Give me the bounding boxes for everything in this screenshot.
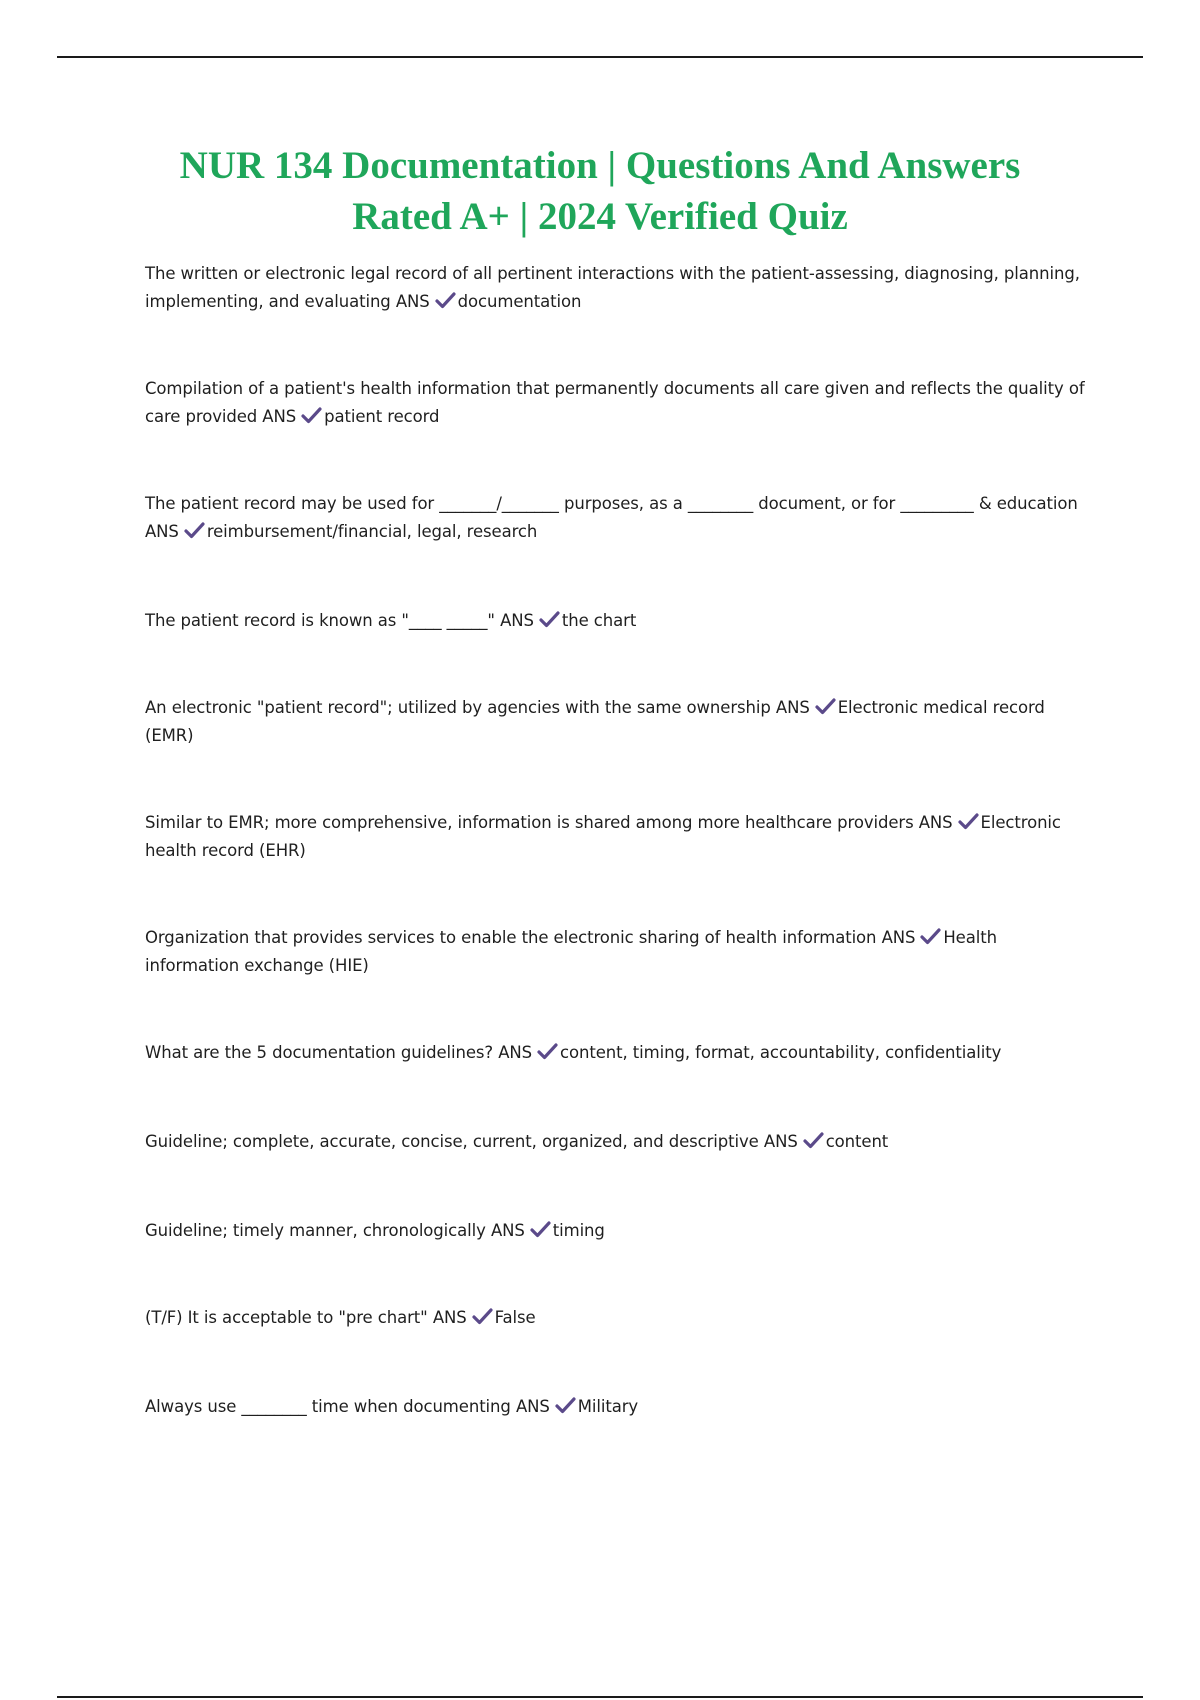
qa-item — [145, 1304, 1085, 1332]
title-line-2: Rated A+ | 2024 Verified Quiz — [352, 195, 848, 238]
answer-text: reimbursement/financial, legal, research — [206, 522, 538, 541]
answer-text: False — [494, 1308, 536, 1327]
qa-item — [145, 924, 1085, 980]
check-icon — [555, 1397, 576, 1414]
question-text: Compilation of a patient's health information that permanently documents all care given and reflects the quality of care provided — [145, 379, 1085, 426]
question-text: Guideline; timely manner, chronologically — [145, 1221, 486, 1240]
qa-item — [145, 375, 1085, 431]
check-icon — [435, 292, 456, 309]
answer-marker: ANS — [918, 813, 953, 832]
answer-text: timing — [552, 1221, 605, 1240]
answer-text: Electronic medical record (EMR) — [145, 698, 1045, 745]
title-line-1: NUR 134 Documentation | Questions And Answers — [179, 144, 1021, 187]
answer-marker: ANS — [498, 1043, 533, 1062]
answer-text: content, timing, format, accountability, confidentiality — [560, 1043, 1002, 1062]
answer-text: Electronic health record (EHR) — [145, 813, 1061, 860]
qa-item — [145, 490, 1085, 546]
qa-item — [145, 809, 1085, 865]
qa-item — [145, 260, 1085, 316]
top-rule — [57, 56, 1143, 58]
answer-text: Health information exchange (HIE) — [145, 928, 997, 975]
check-icon — [920, 928, 941, 945]
question-text: Guideline; complete, accurate, concise, current, organized, and descriptive — [145, 1132, 759, 1151]
answer-marker: ANS — [515, 1397, 550, 1416]
qa-item — [145, 694, 1085, 750]
question-text: The written or electronic legal record of all pertinent interactions with the patient-assessing, diagnosing, planning, implementing, and evaluating — [145, 264, 1080, 311]
check-icon — [539, 611, 560, 628]
answer-marker: ANS — [145, 522, 179, 541]
check-icon — [958, 813, 979, 830]
check-icon — [815, 698, 836, 715]
check-icon — [530, 1221, 551, 1238]
check-icon — [537, 1043, 558, 1060]
qa-item — [145, 1039, 1085, 1067]
check-icon — [184, 522, 205, 539]
check-icon — [803, 1132, 824, 1149]
answer-marker: ANS — [490, 1221, 525, 1240]
question-text: Organization that provides services to enable the electronic sharing of health information — [145, 928, 877, 947]
question-text: The patient record may be used for _______/_______ purposes, as a ________ document, or for _________ & education — [145, 494, 1078, 513]
qa-item — [145, 1128, 1085, 1156]
bottom-rule — [57, 1696, 1143, 1698]
answer-text: the chart — [561, 611, 637, 630]
answer-text: documentation — [457, 292, 582, 311]
answer-marker: ANS — [432, 1308, 467, 1327]
question-text: Always use ________ time when documenting — [145, 1397, 511, 1416]
document-title — [100, 140, 1100, 242]
check-icon — [301, 407, 322, 424]
check-icon — [472, 1308, 493, 1325]
answer-marker: ANS — [881, 928, 916, 947]
answer-text: content — [825, 1132, 889, 1151]
question-text: Similar to EMR; more comprehensive, information is shared among more healthcare providers — [145, 813, 914, 832]
question-text: (T/F) It is acceptable to "pre chart" — [145, 1308, 428, 1327]
question-text: The patient record is known as "____ _____" — [145, 611, 495, 630]
question-text: What are the 5 documentation guidelines? — [145, 1043, 494, 1062]
answer-marker: ANS — [500, 611, 534, 630]
answer-marker: ANS — [763, 1132, 798, 1151]
question-text: An electronic "patient record"; utilized by agencies with the same ownership — [145, 698, 771, 717]
answer-text: Military — [577, 1397, 639, 1416]
qa-item — [145, 1393, 1085, 1421]
answer-marker: ANS — [262, 407, 297, 426]
answer-text: patient record — [324, 407, 440, 426]
answer-marker: ANS — [395, 292, 430, 311]
qa-item — [145, 607, 1085, 635]
answer-marker: ANS — [775, 698, 810, 717]
qa-item — [145, 1217, 1085, 1245]
